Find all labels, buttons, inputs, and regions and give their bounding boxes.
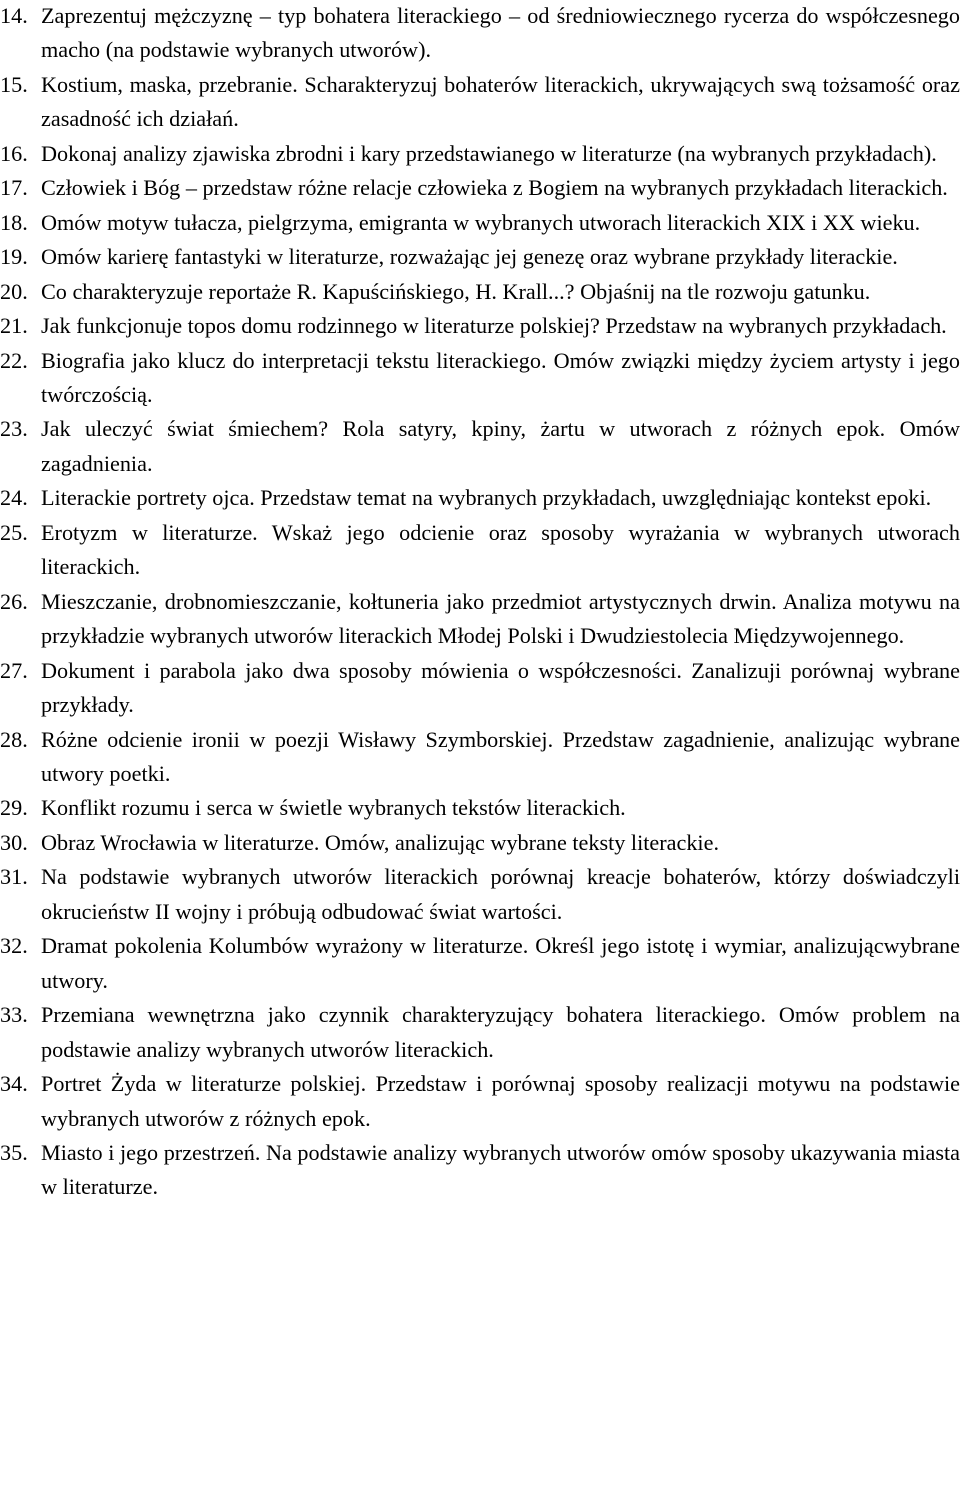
list-item — [0, 860, 960, 929]
item-number: 26. — [0, 588, 28, 614]
list-item — [0, 275, 960, 309]
list-item — [0, 826, 960, 860]
list-item — [0, 585, 960, 654]
item-number: 32. — [0, 933, 28, 959]
list-item — [0, 344, 960, 413]
list-item — [0, 654, 960, 723]
item-text: Mieszczanie, drobnomieszczanie, kołtuneria jako przedmiot artystycznych drwin. Analiza motywu na przykładzie wybranych utworów literackich Młodej Polski i Dwudziestolecia Międzywojennego. — [41, 588, 960, 649]
list-item — [0, 240, 960, 274]
item-text: Dokument i parabola jako dwa sposoby mówienia o współczesności. Zanalizuji porównaj wybrane przykłady. — [41, 657, 960, 718]
item-text: Obraz Wrocławia w literaturze. Omów, analizując wybrane teksty literackie. — [41, 829, 719, 855]
item-text: Omów karierę fantastyki w literaturze, rozważając jej genezę oraz wybrane przykłady literackie. — [41, 244, 898, 270]
item-number: 17. — [0, 175, 28, 201]
list-item — [0, 998, 960, 1067]
item-text: Przemiana wewnętrzna jako czynnik charakteryzujący bohatera literackiego. Omów problem na podstawie analizy wybranych utworów literackich. — [41, 1002, 960, 1062]
item-number: 21. — [0, 313, 28, 339]
item-number: 22. — [0, 347, 28, 373]
list-item — [0, 516, 960, 585]
list-item — [0, 68, 960, 137]
list-item — [0, 1067, 960, 1136]
item-text: Biografia jako klucz do interpretacji tekstu literackiego. Omów związki między życiem artysty i jego twórczością. — [41, 347, 960, 407]
item-text: Zaprezentuj mężczyznę – typ bohatera literackiego – od średniowiecznego rycerza do współczesnego macho (na podstawie wybranych utworów). — [41, 3, 960, 63]
item-text: Literackie portrety ojca. Przedstaw temat na wybranych przykładach, uwzględniając kontekst epoki. — [41, 485, 932, 511]
item-text: Portret Żyda w literaturze polskiej. Przedstaw i porównaj sposoby realizacji motywu na podstawie wybranych utworów z różnych epok. — [41, 1071, 960, 1131]
item-number: 30. — [0, 829, 28, 855]
list-item — [0, 309, 960, 343]
list-item — [0, 171, 960, 205]
item-number: 15. — [0, 71, 28, 97]
item-number: 31. — [0, 864, 28, 890]
list-item — [0, 206, 960, 240]
list-item — [0, 723, 960, 792]
item-number: 33. — [0, 1002, 28, 1028]
item-number: 24. — [0, 485, 28, 511]
item-number: 29. — [0, 795, 28, 821]
item-number: 35. — [0, 1139, 28, 1165]
item-text: Omów motyw tułacza, pielgrzyma, emigranta w wybranych utworach literackich XIX i XX wieku. — [41, 209, 921, 235]
item-text: Dokonaj analizy zjawiska zbrodni i kary przedstawianego w literaturze (na wybranych przykładach). — [41, 140, 937, 166]
item-text: Miasto i jego przestrzeń. Na podstawie analizy wybranych utworów omów sposoby ukazywania miasta w literaturze. — [41, 1139, 960, 1200]
item-number: 16. — [0, 140, 28, 166]
item-text: Jak funkcjonuje topos domu rodzinnego w literaturze polskiej? Przedstaw na wybranych przykładach. — [41, 313, 947, 339]
item-text: Dramat pokolenia Kolumbów wyrażony w literaturze. Określ jego istotę i wymiar, analizującwybrane utwory. — [41, 933, 960, 993]
list-item — [0, 791, 960, 825]
list-item — [0, 412, 960, 481]
item-number: 20. — [0, 278, 28, 304]
item-number: 18. — [0, 209, 28, 235]
list-item — [0, 481, 960, 515]
item-number: 25. — [0, 519, 28, 545]
item-text: Różne odcienie ironii w poezji Wisławy Szymborskiej. Przedstaw zagadnienie, analizując wybrane utwory poetki. — [41, 726, 960, 786]
item-text: Erotyzm w literaturze. Wskaż jego odcienie oraz sposoby wyrażania w wybranych utworach literackich. — [41, 519, 960, 580]
list-item — [0, 1136, 960, 1205]
item-number: 19. — [0, 244, 28, 270]
item-number: 27. — [0, 657, 28, 683]
list-item — [0, 137, 960, 171]
item-text: Co charakteryzuje reportaże R. Kapuścińskiego, H. Krall...? Objaśnij na tle rozwoju gatunku. — [41, 278, 871, 304]
list-item — [0, 929, 960, 998]
item-text: Kostium, maska, przebranie. Scharakteryzuj bohaterów literackich, ukrywających swą tożsamość oraz zasadność ich działań. — [41, 71, 960, 132]
item-text: Jak uleczyć świat śmiechem? Rola satyry, kpiny, żartu w utworach z różnych epok. Omów zagadnienia. — [41, 416, 960, 476]
item-number: 14. — [0, 3, 28, 28]
item-text: Konflikt rozumu i serca w świetle wybranych tekstów literackich. — [41, 795, 626, 821]
item-text: Człowiek i Bóg – przedstaw różne relacje człowieka z Bogiem na wybranych przykładach literackich. — [41, 175, 948, 201]
list-item — [0, 0, 960, 68]
item-number: 34. — [0, 1071, 28, 1097]
item-number: 23. — [0, 416, 28, 442]
item-number: 28. — [0, 726, 28, 752]
item-text: Na podstawie wybranych utworów literackich porównaj kreacje bohaterów, którzy doświadczyli okrucieństw II wojny i próbują odbudować świat wartości. — [41, 864, 960, 924]
